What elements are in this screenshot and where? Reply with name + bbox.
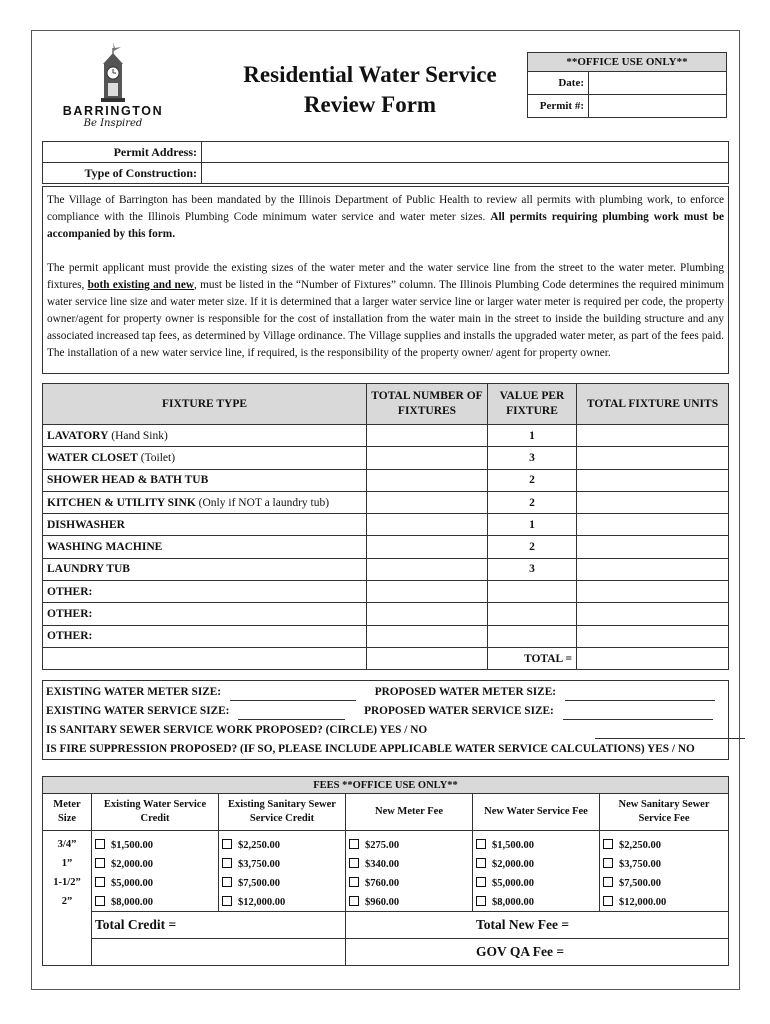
total-new-fee-label: Total New Fee = <box>346 912 729 939</box>
fixture-name <box>43 536 367 558</box>
col-new-sewer-fee: New Sanitary Sewer Service Fee <box>600 794 729 831</box>
fee-row <box>43 831 729 855</box>
fee-option <box>219 892 346 912</box>
total-empty-2 <box>367 647 488 669</box>
fixture-count-field[interactable] <box>367 536 488 558</box>
col-total-number: TOTAL NUMBER OF FIXTURES <box>367 384 488 425</box>
fee-row <box>43 873 729 892</box>
fee-checkbox[interactable] <box>349 896 359 906</box>
logo-name: BARRINGTON <box>62 104 164 118</box>
fee-amount: $760.00 <box>365 877 400 889</box>
fixture-row <box>43 447 729 469</box>
gov-qa-fee-label: GOV QA Fee = <box>346 939 729 966</box>
fee-row <box>43 854 729 873</box>
fee-checkbox[interactable] <box>476 839 486 849</box>
fixture-count-field[interactable] <box>367 469 488 491</box>
fee-option <box>473 854 600 873</box>
total-empty-1 <box>43 647 367 669</box>
fixture-name <box>43 447 367 469</box>
fixture-row <box>43 581 729 603</box>
fixture-row <box>43 558 729 580</box>
fee-option <box>92 892 219 912</box>
fixture-row <box>43 514 729 536</box>
col-new-water-fee: New Water Service Fee <box>473 794 600 831</box>
fee-amount: $5,000.00 <box>111 877 153 889</box>
col-value-per-fixture: VALUE PER FIXTURE <box>488 384 577 425</box>
fixture-name <box>43 491 367 513</box>
col-existing-sewer-credit: Existing Sanitary Sewer Service Credit <box>219 794 346 831</box>
intro-p2-b: , must be listed in the “Number of Fixtures” column. The Illinois Plumbing Code determines the required minimum water service line size and water meter size. If it is determined that a larger water service line or larger water meter is required per code, the property owner/agent for property owner is responsible for the cost of installation from the water main in the street to inside the building structure and any associated increased tap fees, as determined by Village ordinance. The Village supplies and installs the upgraded water meter, as part of the fees paid. The installation of a new water service line, if required, is the responsibility of the property owner/ agent for property owner. <box>47 279 724 359</box>
fixture-value: 3 <box>488 558 577 580</box>
fixture-type: OTHER: <box>47 585 93 598</box>
fixture-type: SHOWER HEAD & BATH TUB <box>47 474 209 487</box>
fee-option <box>600 854 729 873</box>
form-title-line1: Residential Water Service <box>243 62 497 87</box>
fee-amount: $2,000.00 <box>492 858 534 870</box>
fixture-count-field[interactable] <box>367 425 488 447</box>
fixture-total-row <box>43 647 729 669</box>
fee-amount: $2,250.00 <box>238 839 280 851</box>
fee-amount: $5,000.00 <box>492 877 534 889</box>
col-total-fixture-units: TOTAL FIXTURE UNITS <box>577 384 729 425</box>
fee-option <box>600 873 729 892</box>
fixture-count-field[interactable] <box>367 491 488 513</box>
fixture-count-field[interactable] <box>367 558 488 580</box>
form-title-line2: Review Form <box>303 92 437 117</box>
fee-checkbox[interactable] <box>603 858 613 868</box>
fixture-value <box>488 603 577 625</box>
col-meter-size: Meter Size <box>43 794 92 831</box>
existing-service-line <box>46 702 713 720</box>
existing-meter-label: EXISTING WATER METER SIZE: <box>46 686 222 698</box>
fixture-type: DISHWASHER <box>47 518 125 531</box>
fee-amount: $340.00 <box>365 858 400 870</box>
fee-option <box>219 854 346 873</box>
fixture-value: 3 <box>488 447 577 469</box>
village-logo <box>58 42 168 137</box>
fee-checkbox[interactable] <box>95 896 105 906</box>
fee-checkbox[interactable] <box>95 877 105 887</box>
col-fixture-type: FIXTURE TYPE <box>43 384 367 425</box>
fixture-units-field[interactable] <box>577 469 729 491</box>
fee-option <box>346 873 473 892</box>
logo-tagline: Be Inspired <box>83 118 143 129</box>
fixture-name <box>43 558 367 580</box>
fee-checkbox[interactable] <box>476 858 486 868</box>
form-title <box>205 60 535 120</box>
fixture-count-field[interactable] <box>367 603 488 625</box>
fixture-count-field[interactable] <box>367 514 488 536</box>
fixture-note: (Hand Sink) <box>108 429 168 442</box>
fixture-name <box>43 581 367 603</box>
fixture-units-field[interactable] <box>577 491 729 513</box>
proposed-meter-field[interactable] <box>565 687 715 701</box>
fixture-units-field[interactable] <box>577 447 729 469</box>
fee-option <box>219 873 346 892</box>
permit-number-label: Permit #: <box>528 95 589 118</box>
fixture-row <box>43 536 729 558</box>
fee-checkbox[interactable] <box>476 896 486 906</box>
fee-checkbox[interactable] <box>603 839 613 849</box>
fee-amount: $8,000.00 <box>492 896 534 908</box>
fixture-units-field[interactable] <box>577 581 729 603</box>
fixture-value: 1 <box>488 425 577 447</box>
fee-amount: $7,500.00 <box>619 877 661 889</box>
intro-p1-bold: All permits requiring plumbing work must be accompanied by this form. <box>47 211 725 240</box>
construction-type-label: Type of Construction: <box>43 163 202 184</box>
fixture-type: OTHER: <box>47 608 93 621</box>
fixture-row <box>43 625 729 647</box>
sewer-question <box>46 721 745 739</box>
intro-p2-a: The permit applicant must provide the existing sizes of the water meter and the water service line from the street to the water meter. Plumbing fixtures, <box>47 262 724 291</box>
fee-checkbox[interactable] <box>222 896 232 906</box>
fee-amount: $12,000.00 <box>619 896 667 908</box>
fixture-type: WASHING MACHINE <box>47 541 163 554</box>
meter-size: 2” <box>43 892 92 912</box>
fee-checkbox[interactable] <box>603 896 613 906</box>
fee-option <box>600 892 729 912</box>
fee-option <box>92 873 219 892</box>
fee-option <box>473 873 600 892</box>
existing-meter-line <box>46 683 715 701</box>
construction-type-field[interactable] <box>202 163 729 184</box>
total-label: TOTAL = <box>488 647 577 669</box>
existing-service-label: EXISTING WATER SERVICE SIZE: <box>46 705 230 717</box>
proposed-service-field[interactable] <box>563 706 713 720</box>
fee-option <box>346 831 473 855</box>
fixture-row <box>43 469 729 491</box>
office-use-heading: **OFFICE USE ONLY** <box>528 53 727 72</box>
fixture-count-field[interactable] <box>367 625 488 647</box>
sizes-box <box>42 680 729 760</box>
fee-amount: $960.00 <box>365 896 400 908</box>
proposed-meter-label: PROPOSED WATER METER SIZE: <box>374 686 557 698</box>
intro-paragraph-2 <box>47 260 724 362</box>
fee-checkbox[interactable] <box>222 877 232 887</box>
office-use-box <box>527 52 727 118</box>
intro-p1-text: The Village of Barrington has been mandated by the Illinois Department of Public Health to review all permits with plumbing work, to enforce compliance with the Illinois Plumbing Code minimum water service and water meter sizes. <box>47 194 724 223</box>
fee-amount: $7,500.00 <box>238 877 280 889</box>
fixture-units-field[interactable] <box>577 603 729 625</box>
fee-option <box>219 831 346 855</box>
fixture-units-field[interactable] <box>577 425 729 447</box>
fixture-name <box>43 425 367 447</box>
fixture-value <box>488 581 577 603</box>
fixture-value: 2 <box>488 536 577 558</box>
fixture-name <box>43 469 367 491</box>
fee-option <box>346 854 473 873</box>
permit-address-field[interactable] <box>202 142 729 163</box>
fee-checkbox[interactable] <box>95 858 105 868</box>
fixture-units-field[interactable] <box>577 514 729 536</box>
fixture-type: KITCHEN & UTILITY SINK <box>47 496 196 509</box>
fixture-type: LAVATORY <box>47 429 109 442</box>
fixture-value: 1 <box>488 514 577 536</box>
total-units-field[interactable] <box>577 647 729 669</box>
fee-option <box>346 892 473 912</box>
meter-size: 1-1/2” <box>43 873 92 892</box>
fees-empty-cell <box>43 912 92 966</box>
existing-service-field[interactable] <box>238 706 345 720</box>
fee-amount: $12,000.00 <box>238 896 286 908</box>
fixture-name <box>43 625 367 647</box>
fee-option <box>473 831 600 855</box>
intro-text <box>42 186 729 374</box>
fee-amount: $1,500.00 <box>111 839 153 851</box>
permit-number-field[interactable] <box>589 95 727 118</box>
fixture-name <box>43 514 367 536</box>
fixture-row <box>43 603 729 625</box>
fee-option <box>92 854 219 873</box>
fixture-note: (Toilet) <box>137 451 176 464</box>
fee-amount: $2,000.00 <box>111 858 153 870</box>
fixture-name <box>43 603 367 625</box>
fee-checkbox[interactable] <box>349 858 359 868</box>
proposed-service-label: PROPOSED WATER SERVICE SIZE: <box>364 705 554 717</box>
col-existing-water-credit: Existing Water Service Credit <box>92 794 219 831</box>
date-label: Date: <box>528 72 589 95</box>
fee-option <box>92 831 219 855</box>
fee-amount: $275.00 <box>365 839 400 851</box>
date-field[interactable] <box>589 72 727 95</box>
fixture-type: OTHER: <box>47 630 93 643</box>
fee-checkbox[interactable] <box>476 877 486 887</box>
fixture-units-field[interactable] <box>577 536 729 558</box>
fixture-count-field[interactable] <box>367 581 488 603</box>
fee-checkbox[interactable] <box>349 839 359 849</box>
fixture-row <box>43 491 729 513</box>
fee-checkbox[interactable] <box>222 839 232 849</box>
sewer-answer-field[interactable] <box>595 725 745 739</box>
fee-amount: $2,250.00 <box>619 839 661 851</box>
clock-tower-icon <box>93 42 133 102</box>
fee-row <box>43 892 729 912</box>
fixture-type: WATER CLOSET <box>47 451 138 464</box>
fire-question: IS FIRE SUPPRESSION PROPOSED? (IF SO, PLEASE INCLUDE APPLICABLE WATER SERVICE CALCULATIONS) YES / NO <box>46 743 695 755</box>
fee-checkbox[interactable] <box>349 877 359 887</box>
meter-size: 1” <box>43 854 92 873</box>
existing-meter-field[interactable] <box>230 687 356 701</box>
intro-paragraph-1 <box>47 192 724 243</box>
fee-option <box>600 831 729 855</box>
fees-heading: FEES **OFFICE USE ONLY** <box>43 777 729 794</box>
fixture-type: LAUNDRY TUB <box>47 563 130 576</box>
fee-amount: $1,500.00 <box>492 839 534 851</box>
fixture-units-field[interactable] <box>577 558 729 580</box>
fee-amount: $3,750.00 <box>238 858 280 870</box>
fee-checkbox[interactable] <box>95 839 105 849</box>
fee-amount: $8,000.00 <box>111 896 153 908</box>
fees-table <box>42 776 729 966</box>
meter-size: 3/4” <box>43 831 92 855</box>
fixture-value: 2 <box>488 469 577 491</box>
fee-option <box>473 892 600 912</box>
fee-checkbox[interactable] <box>603 877 613 887</box>
fixture-units-field[interactable] <box>577 625 729 647</box>
fixture-value <box>488 625 577 647</box>
fixture-value: 2 <box>488 491 577 513</box>
fixture-count-field[interactable] <box>367 447 488 469</box>
fixture-note: (Only if NOT a laundry tub) <box>195 496 330 509</box>
total-credit-label: Total Credit = <box>92 912 346 939</box>
col-new-meter-fee: New Meter Fee <box>346 794 473 831</box>
fee-amount: $3,750.00 <box>619 858 661 870</box>
fixture-table <box>42 383 729 670</box>
fixture-row <box>43 425 729 447</box>
permit-address-label: Permit Address: <box>43 142 202 163</box>
address-table <box>42 141 729 184</box>
fee-checkbox[interactable] <box>222 858 232 868</box>
sewer-question-text: IS SANITARY SEWER SERVICE WORK PROPOSED? (CIRCLE) YES / NO <box>46 724 428 736</box>
total-credit-field[interactable] <box>92 939 346 966</box>
intro-p2-underline: both existing and new <box>87 279 194 291</box>
